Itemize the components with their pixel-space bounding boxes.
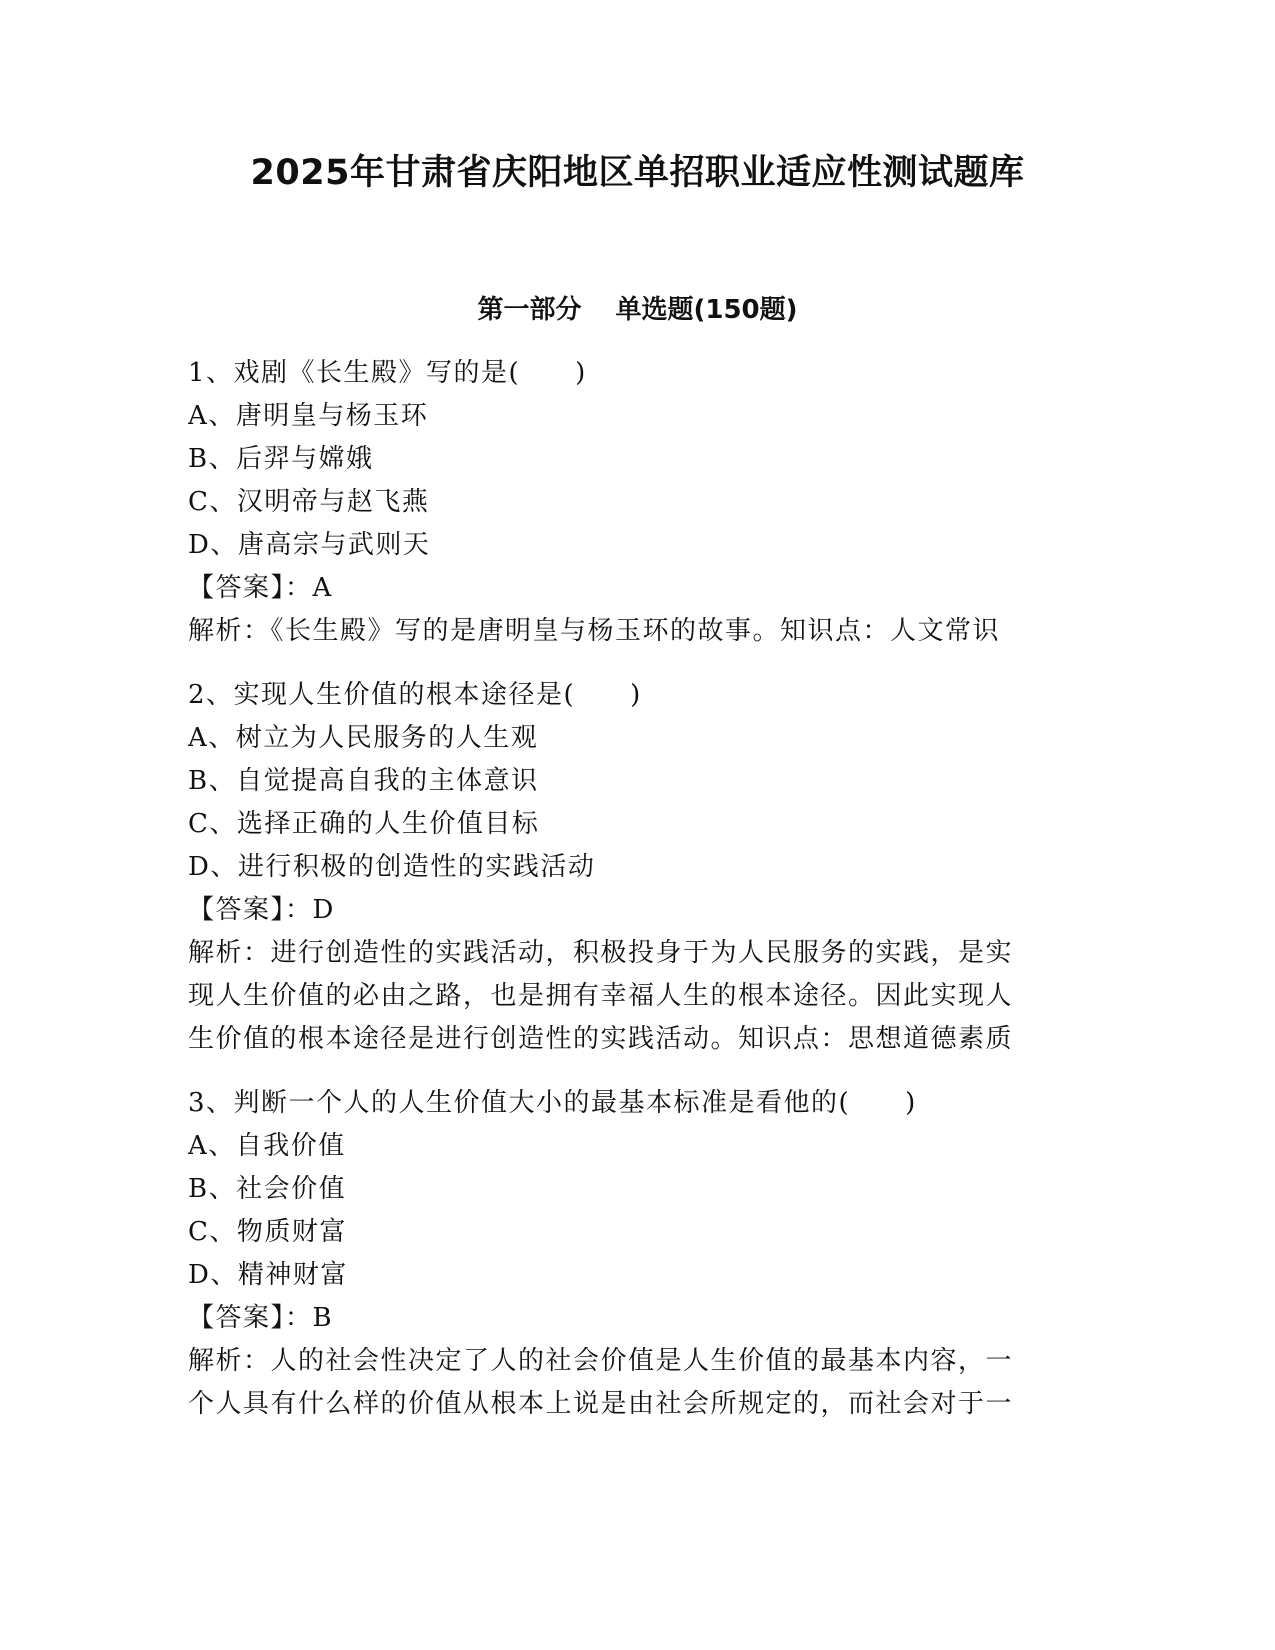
option-b: B、后羿与嫦娥	[188, 444, 374, 474]
option-b: B、社会价值	[188, 1174, 347, 1204]
option-d: D、唐高宗与武则天	[188, 530, 431, 560]
analysis-line: 解析：人的社会性决定了人的社会价值是人生价值的最基本内容，一	[188, 1346, 1014, 1376]
answer: 【答案】：D	[188, 895, 335, 925]
question-3	[188, 1082, 1068, 1426]
analysis-line: 解析：《长生殿》写的是唐明皇与杨玉环的故事。知识点：人文常识	[188, 616, 1001, 646]
option-d: D、进行积极的创造性的实践活动	[188, 852, 596, 882]
answer: 【答案】：B	[188, 1303, 334, 1333]
question-stem: 3、判断一个人的人生价值大小的最基本标准是看他的( )	[188, 1088, 917, 1118]
section-label: 单选题(150题)	[615, 295, 798, 325]
answer: 【答案】：A	[188, 573, 333, 603]
analysis-line: 现人生价值的必由之路，也是拥有幸福人生的根本途径。因此实现人	[188, 981, 1014, 1011]
question-list	[188, 352, 1068, 1426]
question-2	[188, 674, 1068, 1061]
section-part: 第一部分	[477, 295, 582, 325]
question-1	[188, 352, 1068, 653]
option-d: D、精神财富	[188, 1260, 348, 1290]
question-stem: 1、戏剧《长生殿》写的是( )	[188, 358, 587, 388]
analysis-line: 生价值的根本途径是进行创造性的实践活动。知识点：思想道德素质	[188, 1024, 1014, 1054]
analysis-line: 解析：进行创造性的实践活动，积极投身于为人民服务的实践，是实	[188, 938, 1014, 968]
option-a: A、树立为人民服务的人生观	[188, 723, 539, 753]
option-a: A、唐明皇与杨玉环	[188, 401, 429, 431]
option-c: C、汉明帝与赵飞燕	[188, 487, 430, 517]
analysis-line: 个人具有什么样的价值从根本上说是由社会所规定的，而社会对于一	[188, 1389, 1014, 1419]
option-b: B、自觉提高自我的主体意识	[188, 766, 539, 796]
section-heading	[0, 290, 1275, 330]
option-a: A、自我价值	[188, 1131, 346, 1161]
option-c: C、物质财富	[188, 1217, 347, 1247]
document-title: 2025年甘肃省庆阳地区单招职业适应性测试题库	[250, 153, 1025, 193]
question-stem: 2、实现人生价值的根本途径是( )	[188, 680, 642, 710]
option-c: C、选择正确的人生价值目标	[188, 809, 540, 839]
